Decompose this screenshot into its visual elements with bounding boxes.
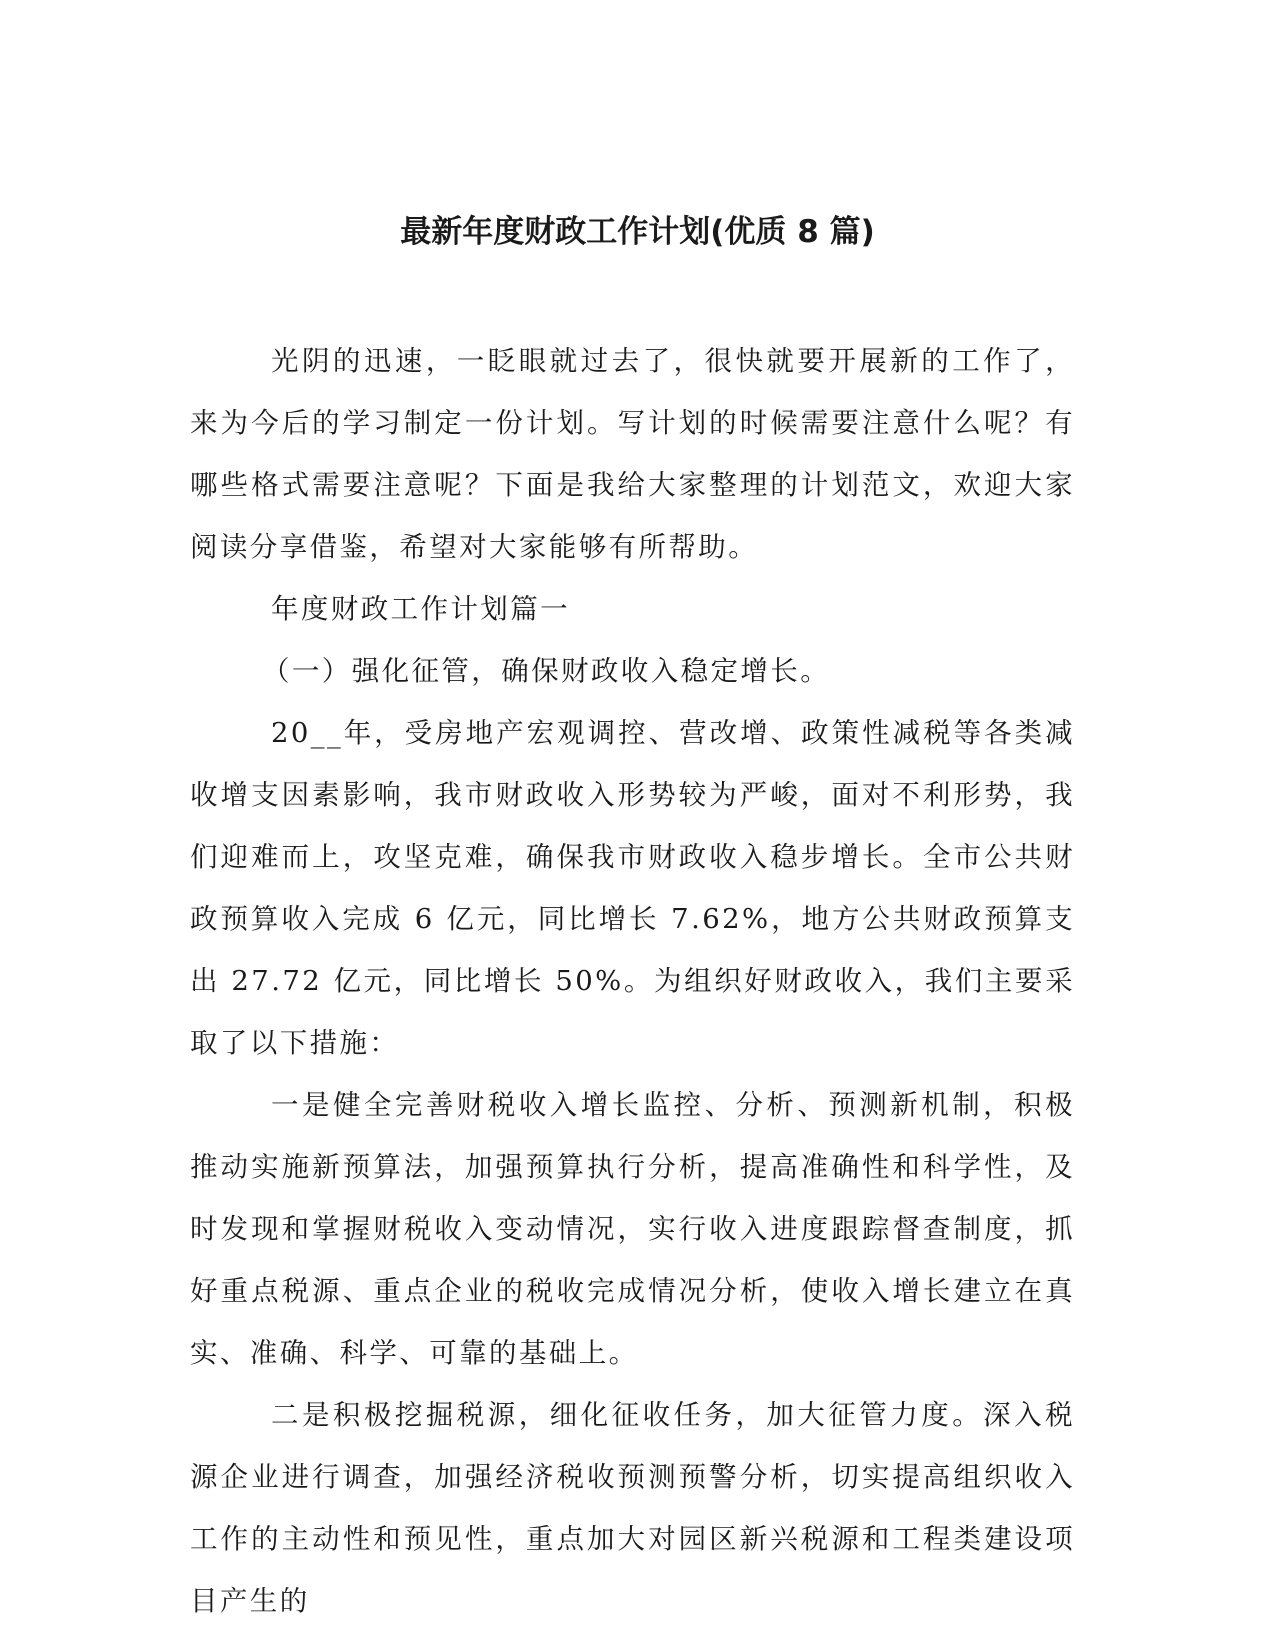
- section-heading: 年度财政工作计划篇一: [271, 593, 570, 625]
- document-title: 最新年度财政工作计划(优质 8 篇): [400, 214, 875, 250]
- intro-paragraph: 光阴的迅速，一眨眼就过去了，很快就要开展新的工作了，来为今后的学习制定一份计划。写计划的时候需要注意什么呢？有哪些格式需要注意呢？下面是我给大家整理的计划范文，欢迎大家阅读分享借鉴，希望对大家能够有所帮助。: [190, 345, 1075, 563]
- measure-one-paragraph: 一是健全完善财税收入增长监控、分析、预测新机制，积极推动实施新预算法，加强预算执行分析，提高准确性和科学性，及时发现和掌握财税收入变动情况，实行收入进度跟踪督查制度，抓好重点税源、重点企业的税收完成情况分析，使收入增长建立在真实、准确、科学、可靠的基础上。: [190, 1089, 1075, 1369]
- measure-two-paragraph: 二是积极挖掘税源，细化征收任务，加大征管力度。深入税源企业进行调查，加强经济税收预测预警分析，切实提高组织收入工作的主动性和预见性，重点加大对园区新兴税源和工程类建设项目产生的: [190, 1399, 1075, 1617]
- subsection-heading: （一）强化征管，确保财政收入稳定增长。: [262, 655, 831, 687]
- revenue-paragraph: 20__年，受房地产宏观调控、营改增、政策性减税等各类减收增支因素影响，我市财政收入形势较为严峻，面对不利形势，我们迎难而上，攻坚克难，确保我市财政收入稳步增长。全市公共财政预算收入完成 6 亿元，同比增长 7.62%，地方公共财政预算支出 27.72 亿元，同比增长 50%。为组织好财政收入，我们主要采取了以下措施：: [190, 717, 1075, 1059]
- document-body: [190, 330, 1075, 1632]
